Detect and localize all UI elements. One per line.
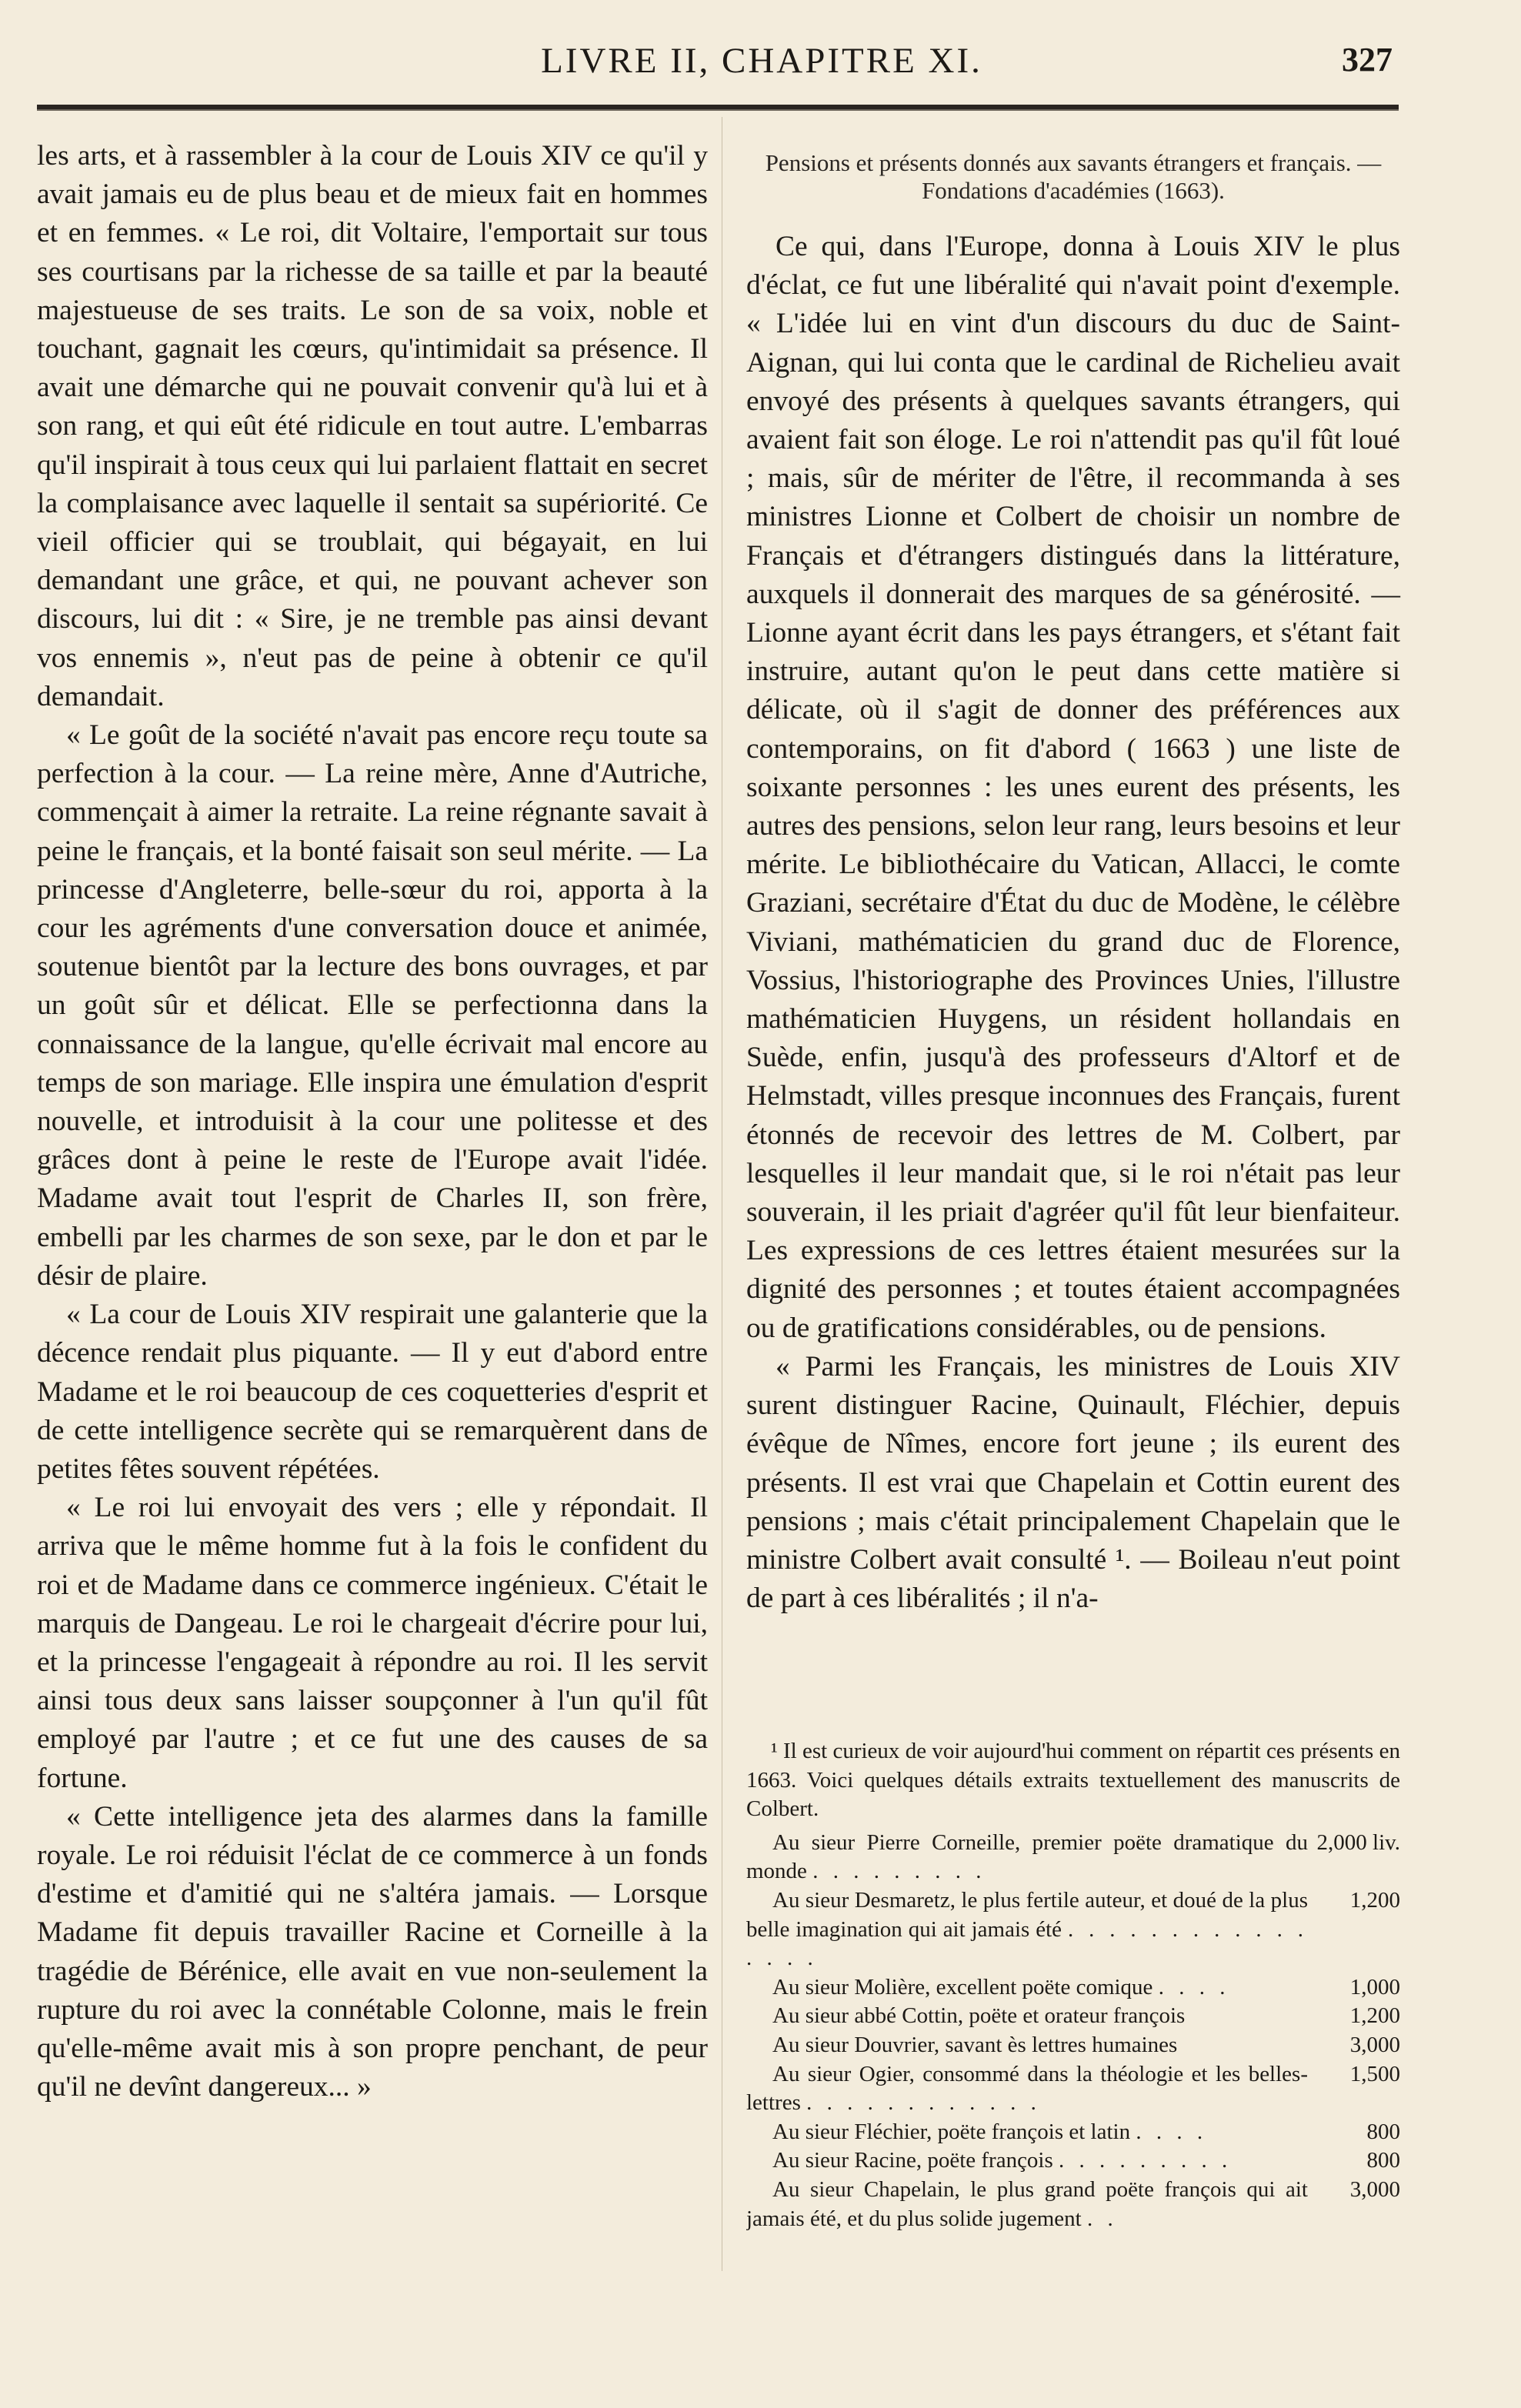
footnote-entry [746,2002,1400,2031]
entry-amount: 1,000 [1349,1974,1400,1999]
footnote [746,1737,1400,2233]
footnote-entry [746,1829,1400,1886]
footnote-entry [746,2031,1400,2060]
footnote-entry [746,1973,1400,2003]
footnote-entry [746,2176,1400,2233]
paragraph: « Le roi lui envoyait des vers ; elle y répondait. Il arriva que le même homme fut à la fois le confident du roi et de Madame dans ce commerce ingénieux. C'était le marquis de Dangeau. Le roi le chargeait d'écrire pour lui, et la princesse l'engageait à répondre au roi. Il les servit ainsi tous deux sans laisser soupçonner à l'un qu'il fût employé par l'autre ; et ce fut une des causes de sa fortune. [37,1492,708,1794]
entry-recipient: Au sieur Douvrier, savant ès lettres humaines [772,2032,1178,2057]
right-column [746,149,1400,1618]
entry-amount: 2,000 liv. [1316,1829,1400,1855]
left-column [37,137,708,2106]
entry-recipient: Au sieur Molière, excellent poëte comique . . . . [772,1974,1230,1999]
entry-recipient: Au sieur Chapelain, le plus grand poëte françois qui ait jamais été, et du plus solide jugement . . [746,2176,1308,2231]
entry-recipient: Au sieur Pierre Corneille, premier poëte dramatique du monde . . . . . . . . . [746,1829,1308,1884]
column-divider [722,117,723,2271]
entry-amount: 800 [1366,2148,1400,2173]
section-heading: Pensions et présents donnés aux savants étrangers et français. — Fondations d'académies (1663). [765,149,1382,204]
footnote-entry [746,2118,1400,2147]
footnote-entry [746,1886,1400,1973]
footnote-entry [746,2146,1400,2176]
entry-recipient: Au sieur Desmaretz, le plus fertile auteur, et doué de la plus belle imagination qui ait jamais été . . . . . . . . . . . . . . . . [746,1887,1308,1971]
paragraph: les arts, et à rassembler à la cour de Louis XIV ce qu'il y avait jamais eu de plus beau et de mieux fait en hommes et en femmes. « Le roi, dit Voltaire, l'emportait sur tous ses courtisans par la richesse de sa taille et par la beauté majestueuse de ses traits. Le son de sa voix, noble et touchant, gagnait les cœurs, qu'intimidait sa présence. Il avait une démarche qui ne pouvait convenir qu'à lui et à son rang, et qui eût été ridicule en tout autre. L'embarras qu'il inspirait à tous ceux qui lui parlaient flattait en secret la complaisance avec laquelle il sentait sa supériorité. Ce vieil officier qui se troublait, qui bégayait, en lui demandant une grâce, et qui, ne pouvant achever son discours, lui dit : « Sire, je ne tremble pas ainsi devant vos ennemis », n'eut pas de peine à obtenir ce qu'il demandait. [37,140,708,712]
entry-amount: 3,000 [1349,2176,1400,2202]
entry-amount: 800 [1366,2119,1400,2144]
entry-amount: 1,500 [1349,2061,1400,2086]
paragraph: « Parmi les Français, les ministres de Louis XIV surent distinguer Racine, Quinault, Fléchier, depuis évêque de Nîmes, encore fort jeune ; ils eurent des présents. Il est vrai que Chapelain et Cottin eurent des pensions ; mais c'était principalement Chapelain que le ministre Colbert avait consulté ¹. — Boileau n'eut point de part à ces libéralités ; il n'a- [746,1350,1400,1615]
paragraph: « Cette intelligence jeta des alarmes dans la famille royale. Le roi réduisit l'éclat de ce commerce à un fonds d'estime et d'amitié qui ne s'altéra jamais. — Lorsque Madame fit depuis travailler Racine et Corneille à la tragédie de Bérénice, elle avait en vue non-seulement la rupture du roi avec la connétable Colonne, mais le frein qu'elle-même avait mis à son propre penchant, de peur qu'il ne devînt dangereux... » [37,1800,708,2103]
running-title: LIVRE II, CHAPITRE XI. [541,41,982,81]
footnote-intro: ¹ Il est curieux de voir aujourd'hui comment on répartit ces présents en 1663. Voici quelques détails extraits textuellement des manuscrits de Colbert. [746,1739,1400,1822]
page-number: 327 [1342,41,1393,78]
entry-recipient: Au sieur Fléchier, poëte françois et latin . . . . [772,2119,1208,2144]
paragraph: « La cour de Louis XIV respirait une galanterie que la décence rendait plus piquante. — Il y eut d'abord entre Madame et le roi beaucoup de ces coquetteries d'esprit et de cette intelligence secrète qui se remarquèrent dans de petites fêtes souvent répétées. [37,1299,708,1485]
entry-recipient: Au sieur Ogier, consommé dans la théologie et les belles-lettres . . . . . . . . . . . . [746,2061,1308,2116]
footnote-entry [746,2060,1400,2118]
paragraph: « Le goût de la société n'avait pas encore reçu toute sa perfection à la cour. — La reine mère, Anne d'Autriche, commençait à aimer la retraite. La reine régnante savait à peine le français, et la bonté faisait son seul mérite. — La princesse d'Angleterre, belle-sœur du roi, apporta à la cour les agréments d'une conversation douce et animée, soutenue bientôt par la lecture des bons ouvrages, et par un goût sûr et délicat. Elle se perfectionna dans la connaissance de la langue, qu'elle écrivait mal encore au temps de son mariage. Elle inspira une émulation d'esprit nouvelle, et introduisit à la cour une politesse et des grâces dont à peine le reste de l'Europe avait l'idée. Madame avait tout l'esprit de Charles II, son frère, embelli par les charmes de son sexe, par le don et par le désir de plaire. [37,719,708,1292]
paragraph: Ce qui, dans l'Europe, donna à Louis XIV le plus d'éclat, ce fut une libéralité qui n'avait point d'exemple. « L'idée lui en vint d'un discours du duc de Saint-Aignan, qui lui conta que le cardinal de Richelieu avait envoyé des présents à quelques savants étrangers, qui avaient fait son éloge. Le roi n'attendit pas qu'il fût loué ; mais, sûr de mériter de l'être, il recommanda à ses ministres Lionne et Colbert de choisir un nombre de Français et d'étrangers distingués dans la littérature, auxquels il donnerait des marques de sa générosité. — Lionne ayant écrit dans les pays étrangers, et s'étant fait instruire, autant qu'on le peut dans cette matière si délicate, où il s'agit de donner des préférences aux contemporains, on fit d'abord ( 1663 ) une liste de soixante personnes : les unes eurent des présents, les autres des pensions, selon leur rang, leurs besoins et leur mérite. Le bibliothécaire du Vatican, Allacci, le comte Graziani, secrétaire d'État du duc de Modène, le célèbre Viviani, mathématicien du grand duc de Florence, Vossius, l'historiographe des Provinces Unies, l'illustre mathématicien Huygens, un résident hollandais en Suède, enfin, jusqu'à des professeurs d'Altorf et de Helmstadt, villes presque inconnues des Français, furent étonnés de recevoir des lettres de M. Colbert, par lesquelles il leur mandait que, si le roi n'était pas leur souverain, il les priait d'agréer qu'il fût leur bienfaiteur. Les expressions de ces lettres étaient mesurées sur la dignité des personnes ; et toutes étaient accompagnées ou de gratifications considérables, ou de pensions. [746,231,1400,1344]
header-rule [37,105,1399,111]
entry-amount: 1,200 [1349,2003,1400,2029]
entry-recipient: Au sieur Racine, poëte françois . . . . . . . . . [772,2148,1232,2173]
entry-recipient: Au sieur abbé Cottin, poëte et orateur françois [772,2003,1186,2029]
entry-amount: 3,000 [1349,2032,1400,2057]
page-header [0,40,1521,86]
entry-amount: 1,200 [1349,1887,1400,1913]
